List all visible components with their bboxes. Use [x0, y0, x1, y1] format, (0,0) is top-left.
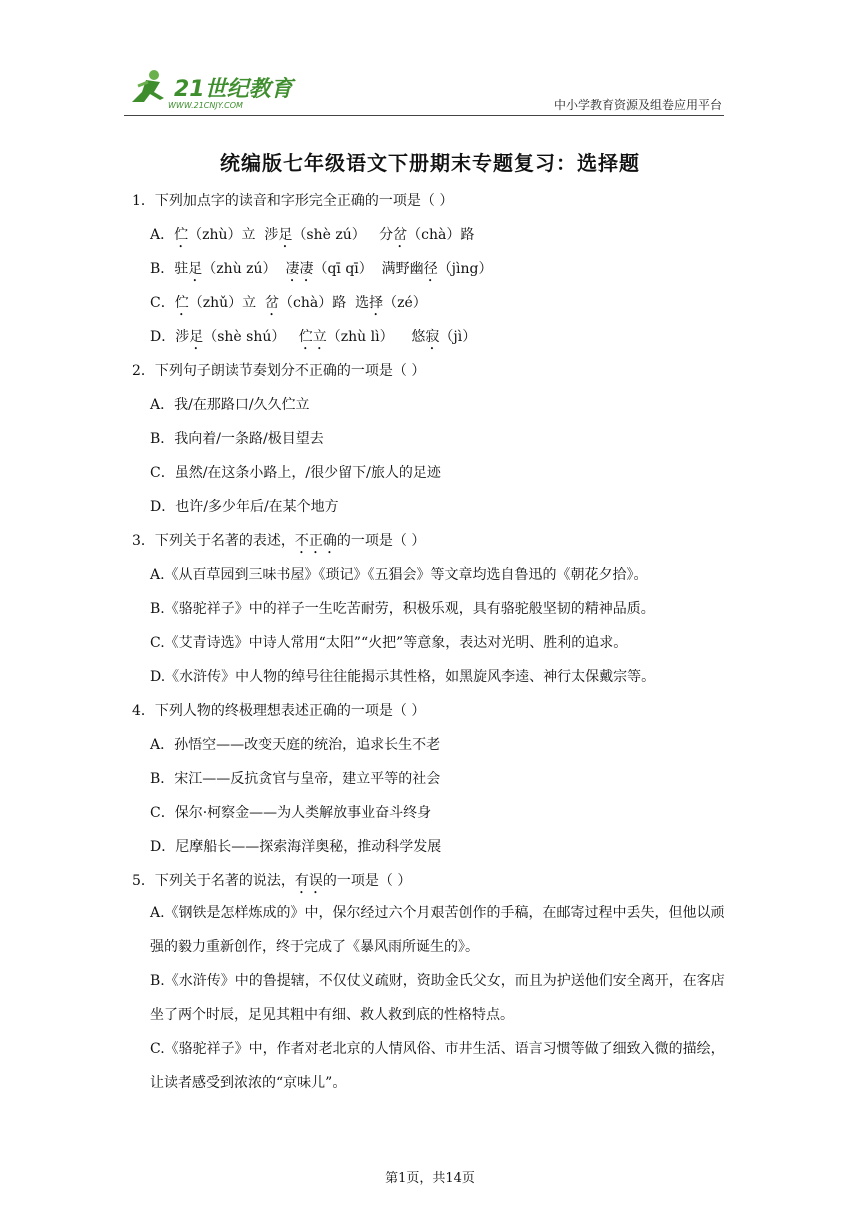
question-1-option-b[interactable]: B．驻足（zhù zú） 凄凄（qī qī） 满野幽径（jìng） — [150, 261, 493, 277]
question-2-option-a[interactable]: A．我/在那路口/久久伫立 — [150, 397, 310, 413]
site-logo[interactable] — [124, 66, 314, 112]
question-4-option-a[interactable]: A．孙悟空——改变天庭的统治，追求长生不老 — [150, 737, 441, 753]
question-2-option-d[interactable]: D．也许/多少年后/在某个地方 — [150, 499, 339, 515]
question-3-option-d[interactable]: D.《水浒传》中人物的绰号往往能揭示其性格，如黑旋风李逵、神行太保戴宗等。 — [150, 669, 656, 685]
question-3-stem: 3．下列关于名著的表述，不正确的一项是（ ） — [132, 533, 426, 549]
svg-text:WWW.21CNJY.COM: WWW.21CNJY.COM — [168, 101, 243, 110]
question-3-option-c[interactable]: C.《艾青诗选》中诗人常用“太阳”“火把”等意象，表达对光明、胜利的追求。 — [150, 635, 628, 651]
page-number: 第1页，共14页 — [385, 1171, 475, 1186]
page-title: 统编版七年级语文下册期末专题复习：选择题 — [220, 151, 640, 175]
question-1-option-a[interactable]: A．伫（zhù）立 涉足（shè zú） 分岔（chà）路 — [150, 227, 475, 243]
question-3-option-a[interactable]: A.《从百草园到三味书屋》《琐记》《五猖会》等文章均选自鲁迅的《朝花夕拾》。 — [150, 567, 648, 583]
question-5-stem: 5．下列关于名著的说法，有误的一项是（ ） — [132, 873, 412, 889]
question-4-option-d[interactable]: D．尼摩船长——探索海洋奥秘，推动科学发展 — [150, 839, 442, 855]
header-divider — [124, 115, 724, 116]
question-4-option-c[interactable]: C．保尔·柯察金——为人类解放事业奋斗终身 — [150, 805, 432, 821]
question-2-stem: 2．下列句子朗读节奏划分不正确的一项是（ ） — [132, 363, 426, 379]
question-5-option-a[interactable]: A.《钢铁是怎样炼成的》中，保尔经过六个月艰苦创作的手稿，在邮寄过程中丢失，但他以顽强的毅力重新创作，终于完成了《暴风雨所诞生的》。 — [150, 905, 725, 955]
platform-name: 中小学教育资源及组卷应用平台 — [553, 98, 722, 112]
question-5-option-c[interactable]: C.《骆驼祥子》中，作者对老北京的人情风俗、市井生活、语言习惯等做了细致入微的描绘，让读者感受到浓浓的“京味儿”。 — [150, 1041, 725, 1091]
page-header — [0, 0, 860, 120]
question-1-stem: 1．下列加点字的读音和字形完全正确的一项是（ ） — [132, 193, 454, 209]
question-4-stem: 4．下列人物的终极理想表述正确的一项是（ ） — [132, 703, 426, 719]
question-4-option-b[interactable]: B．宋江——反抗贪官与皇帝，建立平等的社会 — [150, 771, 441, 787]
question-1-option-d[interactable]: D．涉足（shè shú） 伫立（zhù lì） 悠寂（jì） — [150, 329, 477, 345]
question-3-option-b[interactable]: B.《骆驼祥子》中的祥子一生吃苦耐劳，积极乐观，具有骆驼般坚韧的精神品质。 — [150, 601, 655, 617]
question-2-option-b[interactable]: B．我向着/一条路/极目望去 — [150, 431, 324, 447]
question-1-option-c[interactable]: C．伫（zhǔ）立 岔（chà）路 选择（zé） — [150, 295, 427, 311]
question-2-option-c[interactable]: C．虽然/在这条小路上，/很少留下/旅人的足迹 — [150, 465, 441, 481]
svg-text:21世纪教育: 21世纪教育 — [174, 77, 293, 102]
runner-logo-icon — [124, 66, 314, 112]
question-5-option-b[interactable]: B.《水浒传》中的鲁提辖，不仅仗义疏财，资助金氏父女，而且为护送他们安全离开，在客店坐了两个时辰，足见其粗中有细、救人救到底的性格特点。 — [150, 973, 725, 1023]
